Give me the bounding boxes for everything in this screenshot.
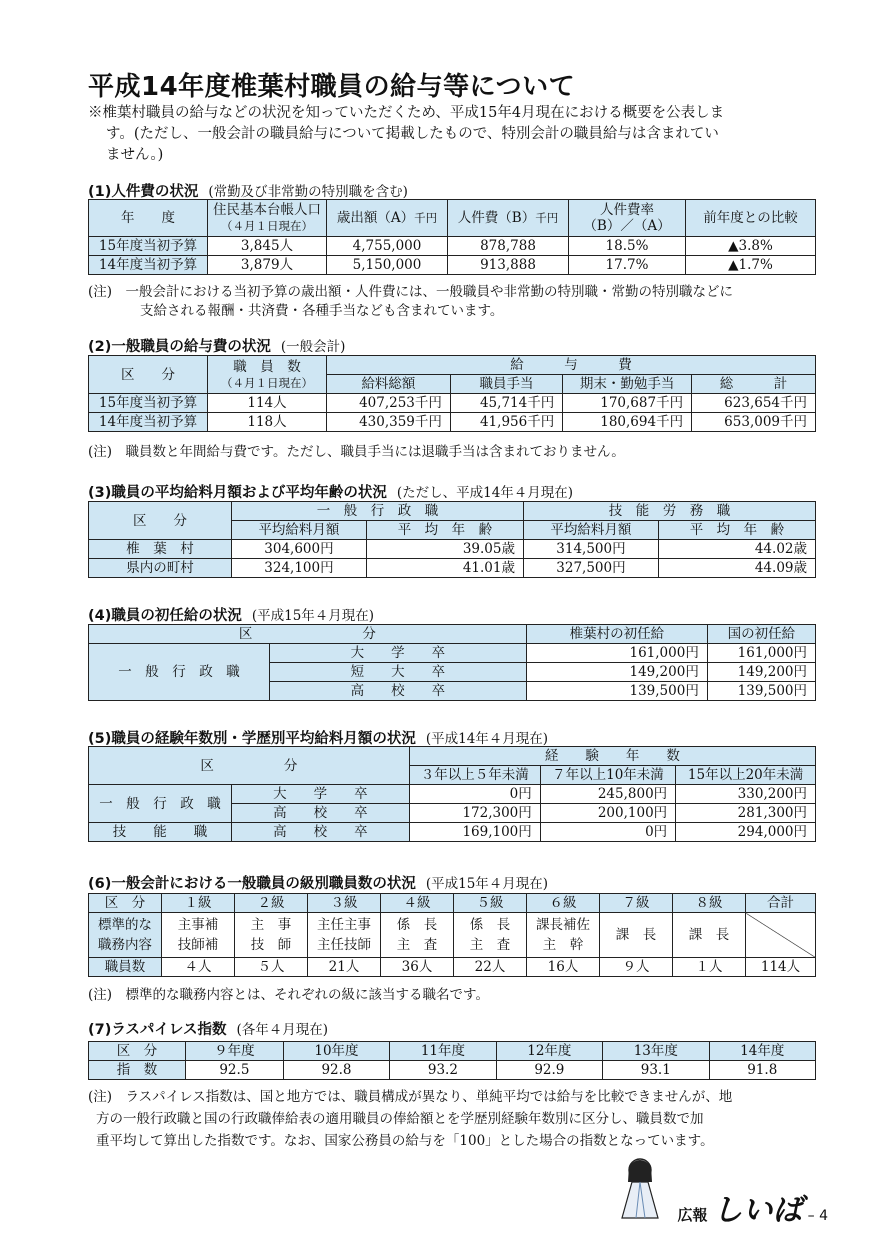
note-line: (注) ラスパイレス指数は、国と地方では、職員構成が異なり、単純平均では給与を比較できませんが、地 <box>88 1089 733 1105</box>
table-cell: 92.9 <box>496 1061 602 1080</box>
table-row <box>89 823 816 842</box>
table-cell: 407,253千円 <box>327 394 451 413</box>
table-row <box>89 413 816 432</box>
table-cell: 913,888 <box>448 256 569 275</box>
table-cell: 114人 <box>746 958 816 977</box>
header-cell: 歳出額（A）千円 <box>327 200 448 237</box>
footer-label: 広報 <box>677 1206 708 1224</box>
page-number: – 4 <box>807 1208 828 1224</box>
section-title: (3)職員の平均給料月額および平均年齢の状況 <box>88 485 387 501</box>
table-header-row <box>89 502 816 521</box>
table-cell: ▲1.7% <box>686 256 816 275</box>
intro-line: す。(ただし、一般会計の職員給与について掲載したもので、特別会計の職員給与は含まれてい <box>106 126 719 142</box>
section-title: (5)職員の経験年数別・学歴別平均給料月額の状況 <box>88 731 416 747</box>
laspeyres-table <box>88 1041 816 1080</box>
header-cell: ３年以上５年未満 <box>409 766 540 785</box>
table-cell: 878,788 <box>448 237 569 256</box>
table-cell: 22人 <box>454 958 527 977</box>
table-cell: 245,800円 <box>540 785 675 804</box>
table-cell: 39.05歳 <box>366 540 523 559</box>
table-row <box>89 785 816 804</box>
section-title: (1)人件費の状況 <box>88 184 199 200</box>
grade-staff-table <box>88 893 816 977</box>
salary-cost-table <box>88 355 816 432</box>
header-cell: 平 均 年 齢 <box>658 521 815 540</box>
row-label: 短 大 卒 <box>270 663 527 682</box>
row-label: 高 校 卒 <box>232 804 410 823</box>
table-cell: 課長補佐 主 幹 <box>527 913 600 958</box>
note-line: (注) 一般会計における当初予算の歳出額・人件費には、一般職員や非常勤の特別職・常勤の特別職などに <box>88 284 734 300</box>
table-cell: 161,000円 <box>526 644 707 663</box>
table-cell: 3,845人 <box>208 237 327 256</box>
row-label: 14年度当初予算 <box>89 413 208 432</box>
intro-text <box>88 103 828 166</box>
header-cell: 10年度 <box>283 1042 389 1061</box>
header-cell: ７年以上10年未満 <box>540 766 675 785</box>
table-cell: 18.5% <box>569 237 686 256</box>
intro-line: ※椎葉村職員の給与などの状況を知っていただくため、平成15年4月現在における概要を公表しま <box>88 105 725 121</box>
table-row <box>89 540 816 559</box>
header-cell: 平均給料月額 <box>232 521 367 540</box>
table-row <box>89 237 816 256</box>
row-label: 職員数 <box>89 958 162 977</box>
table-header-row <box>89 894 816 913</box>
header-cell: 区 分 <box>89 894 162 913</box>
table-cell: 主事補 技師補 <box>162 913 235 958</box>
table-cell: 係 長 主 査 <box>454 913 527 958</box>
table-cell: 324,100円 <box>232 559 367 578</box>
header-cell: ９年度 <box>186 1042 284 1061</box>
table-cell: 304,600円 <box>232 540 367 559</box>
table-cell: 93.2 <box>390 1061 496 1080</box>
section-title: (6)一般会計における一般職員の級別職員数の状況 <box>88 876 416 892</box>
table-cell: 5,150,000 <box>327 256 448 275</box>
table-cell: 44.09歳 <box>658 559 815 578</box>
table-cell: 92.8 <box>283 1061 389 1080</box>
mascot-illustration <box>612 1152 672 1222</box>
table-cell: 327,500円 <box>523 559 658 578</box>
table-cell: 3,879人 <box>208 256 327 275</box>
header-cell: ４級 <box>381 894 454 913</box>
table-cell: 294,000円 <box>676 823 816 842</box>
header-cell: ５級 <box>454 894 527 913</box>
header-cell: 平 均 年 齢 <box>366 521 523 540</box>
table-cell: 41.01歳 <box>366 559 523 578</box>
table-cell: １人 <box>673 958 746 977</box>
table-header-row <box>89 1042 816 1061</box>
section-2-note: (注) 職員数と年間給与費です。ただし、職員手当には退職手当は含まれておりません。 <box>88 444 625 460</box>
header-cell: 年 度 <box>89 200 208 237</box>
section-title: (4)職員の初任給の状況 <box>88 608 242 624</box>
table-cell: 330,200円 <box>676 785 816 804</box>
footer-publication-name: しいば <box>712 1193 803 1228</box>
header-cell: 13年度 <box>603 1042 709 1061</box>
table-cell: 44.02歳 <box>658 540 815 559</box>
table-cell: 0円 <box>540 823 675 842</box>
section-subtitle: (平成14年４月現在) <box>425 731 549 747</box>
header-cell: ６級 <box>527 894 600 913</box>
section-6-heading <box>88 872 548 893</box>
table-cell: 314,500円 <box>523 540 658 559</box>
table-cell: 21人 <box>308 958 381 977</box>
header-cell: 給 与 費 <box>327 356 816 375</box>
header-cell: 給料総額 <box>327 375 451 394</box>
table-cell: 0円 <box>409 785 540 804</box>
section-subtitle: (一般会計) <box>280 339 346 355</box>
header-cell: 一 般 行 政 職 <box>232 502 524 521</box>
section-6-note: (注) 標準的な職務内容とは、それぞれの級に該当する職名です。 <box>88 987 489 1003</box>
table-cell: 200,100円 <box>540 804 675 823</box>
table-cell: ４人 <box>162 958 235 977</box>
table-cell: ▲3.8% <box>686 237 816 256</box>
table-cell: 623,654千円 <box>692 394 816 413</box>
header-cell: 住民基本台帳人口 （４月１日現在） <box>208 200 327 237</box>
table-cell: 課 長 <box>600 913 673 958</box>
section-subtitle: (ただし、平成14年４月現在) <box>396 485 574 501</box>
page-title: 平成14年度椎葉村職員の給与等について <box>88 72 576 102</box>
header-cell: 区 分 <box>89 625 527 644</box>
experience-salary-table <box>88 746 816 842</box>
section-1-heading <box>88 180 408 201</box>
row-label: 15年度当初予算 <box>89 394 208 413</box>
section-subtitle: (平成15年４月現在) <box>425 876 549 892</box>
table-cell: 114人 <box>208 394 327 413</box>
table-cell: 41,956千円 <box>450 413 562 432</box>
section-title: (2)一般職員の給与費の状況 <box>88 339 271 355</box>
row-label: 高 校 卒 <box>232 823 410 842</box>
table-row <box>89 394 816 413</box>
header-cell: 人件費（B）千円 <box>448 200 569 237</box>
header-cell: ７級 <box>600 894 673 913</box>
header-cell: 経 験 年 数 <box>409 747 815 766</box>
header-cell: １級 <box>162 894 235 913</box>
table-cell: 180,694千円 <box>563 413 692 432</box>
section-5-heading <box>88 727 548 748</box>
table-cell: 45,714千円 <box>450 394 562 413</box>
header-cell: 区 分 <box>89 356 208 394</box>
starting-salary-table <box>88 624 816 701</box>
header-cell: 国の初任給 <box>707 625 815 644</box>
section-3-heading <box>88 481 573 502</box>
table-cell: 4,755,000 <box>327 237 448 256</box>
table-header-row <box>89 747 816 766</box>
table-row <box>89 644 816 663</box>
table-cell: 係 長 主 査 <box>381 913 454 958</box>
table-row <box>89 256 816 275</box>
diagonal-cell <box>746 913 816 958</box>
table-cell: 118人 <box>208 413 327 432</box>
table-cell: 172,300円 <box>409 804 540 823</box>
row-label: 標準的な 職務内容 <box>89 913 162 958</box>
header-cell: 総 計 <box>692 375 816 394</box>
row-group-label: 技 能 職 <box>89 823 232 842</box>
table-cell: 主 事 技 師 <box>235 913 308 958</box>
header-cell: ３級 <box>308 894 381 913</box>
table-header-row <box>89 356 816 375</box>
section-1-note <box>88 283 828 321</box>
header-cell: 椎葉村の初任給 <box>526 625 707 644</box>
header-cell: 技 能 労 務 職 <box>523 502 815 521</box>
table-cell: ９人 <box>600 958 673 977</box>
note-line: 方の一般行政職と国の行政職俸給表の適用職員の俸給額とを学歴別経験年数別に区分し、職員数で加 <box>96 1111 704 1127</box>
table-cell: 281,300円 <box>676 804 816 823</box>
row-label: 県内の町村 <box>89 559 232 578</box>
row-label: 大 学 卒 <box>232 785 410 804</box>
table-row <box>89 559 816 578</box>
row-label: 高 校 卒 <box>270 682 527 701</box>
header-cell: 平均給料月額 <box>523 521 658 540</box>
row-label: 14年度当初予算 <box>89 256 208 275</box>
header-cell: 区 分 <box>89 502 232 540</box>
table-cell: 91.8 <box>709 1061 816 1080</box>
section-4-heading <box>88 604 374 625</box>
section-subtitle: (常勤及び非常勤の特別職を含む) <box>208 184 408 200</box>
table-cell: 139,500円 <box>526 682 707 701</box>
table-cell: ５人 <box>235 958 308 977</box>
table-cell: 課 長 <box>673 913 746 958</box>
table-cell: 149,200円 <box>526 663 707 682</box>
table-cell: 17.7% <box>569 256 686 275</box>
table-cell: 169,100円 <box>409 823 540 842</box>
row-group-label: 一 般 行 政 職 <box>89 785 232 823</box>
header-cell: 人件費率 （B）／（A） <box>569 200 686 237</box>
header-cell: 期末・勤勉手当 <box>563 375 692 394</box>
row-label: 大 学 卒 <box>270 644 527 663</box>
header-cell: 区 分 <box>89 747 410 785</box>
table-cell: 36人 <box>381 958 454 977</box>
average-salary-table <box>88 501 816 578</box>
header-cell: 12年度 <box>496 1042 602 1061</box>
table-row <box>89 913 816 958</box>
header-cell: 職員手当 <box>450 375 562 394</box>
table-row <box>89 1061 816 1080</box>
table-cell: 139,500円 <box>707 682 815 701</box>
table-cell: 92.5 <box>186 1061 284 1080</box>
row-label: 椎 葉 村 <box>89 540 232 559</box>
header-cell: ２級 <box>235 894 308 913</box>
section-subtitle: (各年４月現在) <box>236 1022 329 1038</box>
row-group-label: 一 般 行 政 職 <box>89 644 270 701</box>
section-subtitle: (平成15年４月現在) <box>251 608 375 624</box>
table-cell: 149,200円 <box>707 663 815 682</box>
header-cell: 15年以上20年未満 <box>676 766 816 785</box>
row-label: 15年度当初予算 <box>89 237 208 256</box>
note-line: 重平均して算出した指数です。なお、国家公務員の給与を「100」とした場合の指数となっています。 <box>96 1133 714 1149</box>
row-label: 指 数 <box>89 1061 186 1080</box>
header-cell: 合計 <box>746 894 816 913</box>
publication-footer <box>677 1185 828 1229</box>
header-cell: 職 員 数 （４月１日現在） <box>208 356 327 394</box>
header-cell: 11年度 <box>390 1042 496 1061</box>
table-cell: 161,000円 <box>707 644 815 663</box>
header-cell: 区 分 <box>89 1042 186 1061</box>
header-cell: ８級 <box>673 894 746 913</box>
table-cell: 主任主事 主任技師 <box>308 913 381 958</box>
section-7-note <box>88 1086 828 1152</box>
section-2-heading <box>88 335 345 356</box>
note-line: 支給される報酬・共済費・各種手当なども含まれています。 <box>140 303 504 319</box>
table-row <box>89 958 816 977</box>
table-cell: 430,359千円 <box>327 413 451 432</box>
table-header-row <box>89 200 816 237</box>
section-7-heading <box>88 1018 328 1039</box>
personnel-cost-table <box>88 199 816 275</box>
table-cell: 93.1 <box>603 1061 709 1080</box>
table-cell: 16人 <box>527 958 600 977</box>
table-cell: 653,009千円 <box>692 413 816 432</box>
section-title: (7)ラスパイレス指数 <box>88 1022 227 1038</box>
table-cell: 170,687千円 <box>563 394 692 413</box>
table-header-row <box>89 625 816 644</box>
header-cell: 前年度との比較 <box>686 200 816 237</box>
intro-line: ません。) <box>106 147 164 163</box>
header-cell: 14年度 <box>709 1042 816 1061</box>
